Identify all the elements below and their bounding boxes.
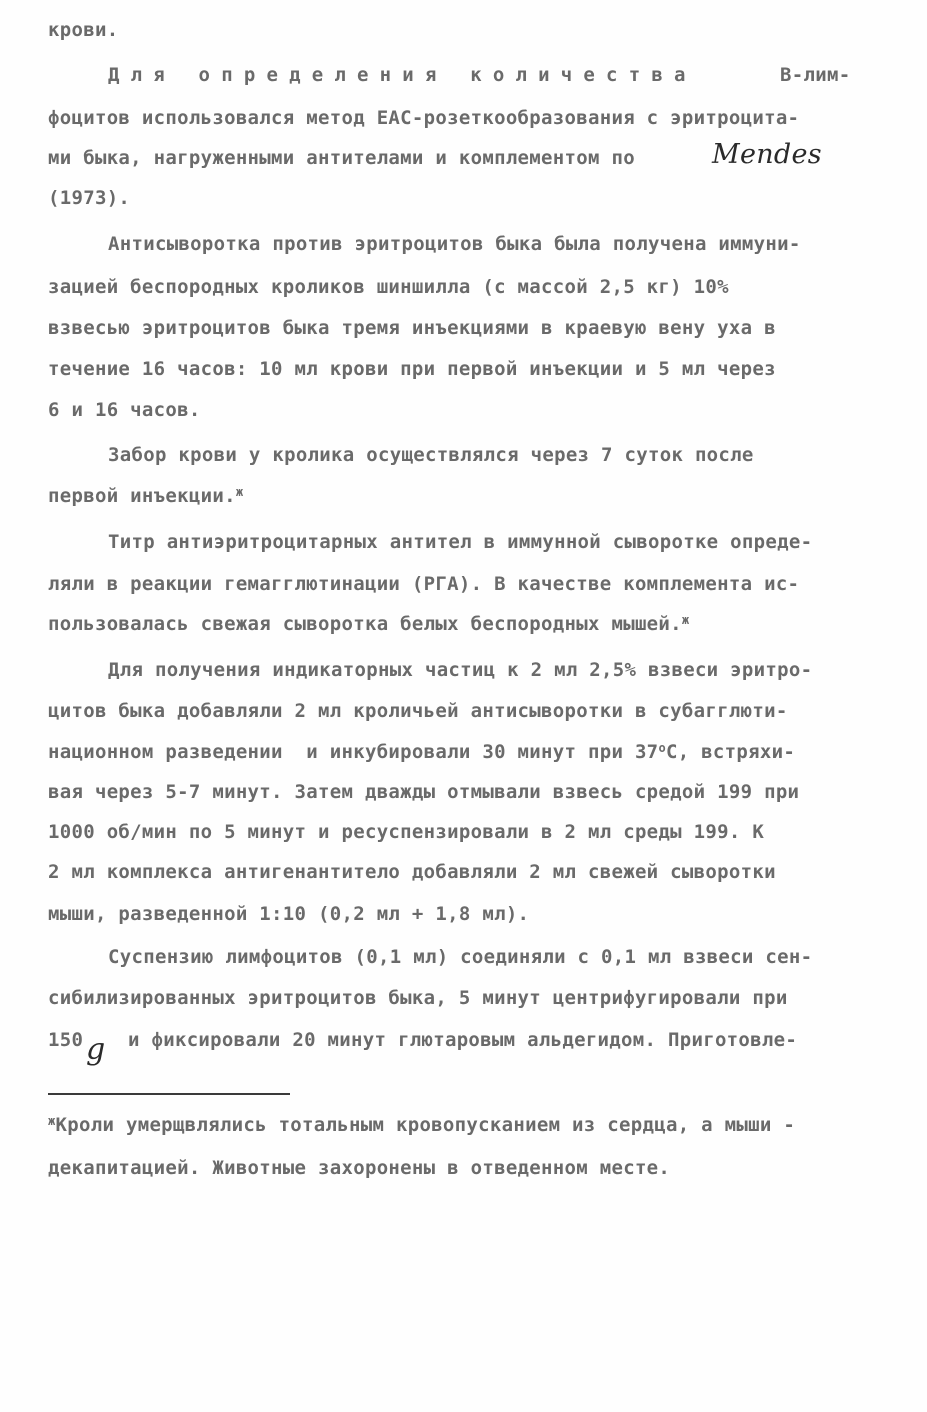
text-line-25-start: 150 [48,1029,84,1051]
degree-mark: o [658,741,666,755]
text-line-18 [48,740,795,764]
text-line-10: 6 и 16 часов. [48,399,201,421]
text-line-12 [48,484,243,508]
handwritten-author-name: Mendes [712,139,822,170]
footnote-separator [48,1093,290,1095]
text-line-18-text: национном разведении и инкубировали 30 минут при 37 [48,741,659,763]
text-line-23: Суспензию лимфоцитов (0,1 мл) соединяли с 0,1 мл взвеси сен- [108,946,813,968]
text-line-15 [48,612,689,636]
footnote-line-2: декапитацией. Животные захоронены в отведенном месте. [48,1157,671,1179]
text-line-12-text: первой инъекции. [48,485,236,507]
text-line-6: Антисыворотка против эритроцитов быка была получена иммуни- [108,233,801,255]
text-line-24: сибилизированных эритроцитов быка, 5 минут центрифугировали при [48,987,788,1009]
text-line-4: ми быка, нагруженными антителами и комплементом по [48,147,635,169]
footnote-line-1 [48,1113,795,1137]
text-line-7: зацией беспородных кроликов шиншилла (с массой 2,5 кг) 10% [48,276,729,298]
text-line-1: крови. [48,19,119,41]
handwritten-gram-unit: g [86,1032,106,1067]
text-line-18-end: С, встряхи- [665,741,796,763]
text-line-19: вая через 5-7 минут. Затем дважды отмывали взвесь средой 199 при [48,781,800,803]
text-line-21: 2 мл комплекса антигенантитело добавляли 2 мл свежей сыворотки [48,861,776,883]
text-line-2-end: В-лим- [780,64,851,86]
text-line-11: Забор крови у кролика осуществлялся через 7 суток после [108,444,754,466]
text-line-16: Для получения индикаторных частиц к 2 мл 2,5% взвеси эритро- [108,659,813,681]
text-line-3: фоцитов использовался метод ЕАС-розеткообразования с эритроцита- [48,107,800,129]
text-line-22: мыши, разведенной 1:10 (0,2 мл + 1,8 мл). [48,903,530,925]
text-line-8: взвесью эритроцитов быка тремя инъекциями в краевую вену уха в [48,317,776,339]
footnote-marker-1: ж [235,485,244,499]
text-line-9: течение 16 часов: 10 мл крови при первой инъекции и 5 мл через [48,358,776,380]
text-line-25-end: и фиксировали 20 минут глютаровым альдегидом. Приготовле- [128,1029,798,1051]
text-line-13: Титр антиэритроцитарных антител в иммунной сыворотке опреде- [108,531,813,553]
text-line-15-text: пользовалась свежая сыворотка белых беспородных мышей. [48,613,682,635]
footnote-marker-2: ж [681,613,690,627]
footnote-line-1-text: Кроли умерщвлялись тотальным кровопусканием из сердца, а мыши - [55,1114,796,1136]
text-line-17: цитов быка добавляли 2 мл кроличьей антисыворотки в субагглюти- [48,700,788,722]
text-line-2-spaced: Для определения количества [108,64,697,86]
text-line-5: (1973). [48,187,131,209]
footnote-marker-3: ж [48,1114,56,1128]
text-line-14: ляли в реакции гемагглютинации (РГА). В качестве комплемента ис- [48,573,800,595]
text-line-20: 1000 об/мин по 5 минут и ресуспензировали в 2 мл среды 199. К [48,821,765,843]
